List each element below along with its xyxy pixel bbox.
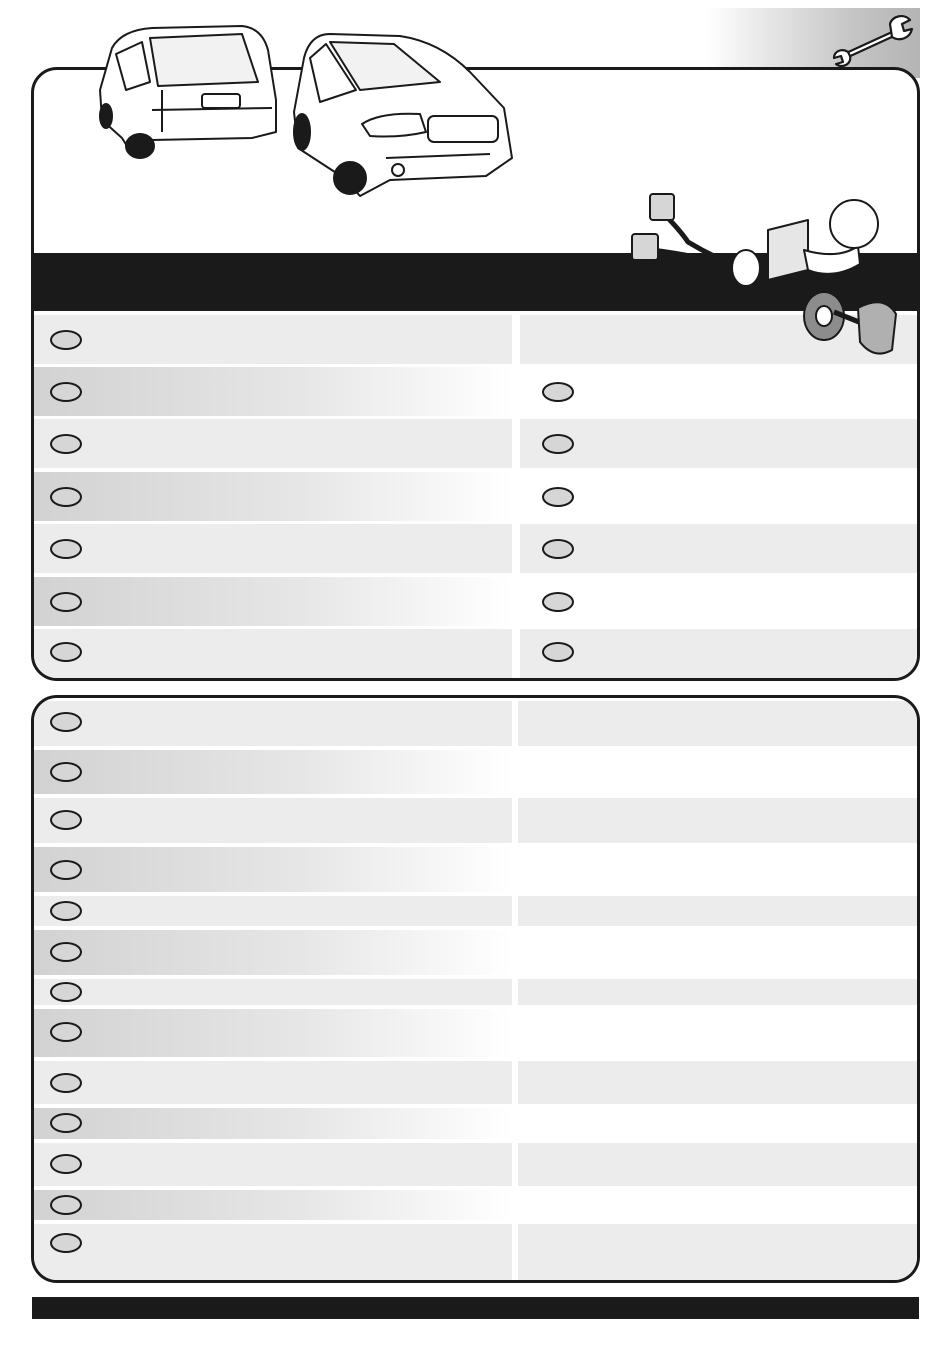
left-cell <box>34 979 512 1005</box>
item-marker <box>542 642 574 662</box>
item-marker <box>50 1073 82 1093</box>
left-cell <box>34 1009 512 1057</box>
left-cell <box>34 472 512 521</box>
left-cell <box>34 847 512 892</box>
left-cell <box>34 930 512 975</box>
table-row <box>34 367 920 416</box>
table-row <box>34 1108 920 1139</box>
item-marker <box>50 762 82 782</box>
table-row <box>34 1009 920 1057</box>
table-row <box>34 1190 920 1220</box>
item-marker <box>50 712 82 732</box>
item-marker <box>50 592 82 612</box>
left-cell <box>34 315 512 364</box>
item-marker <box>50 330 82 350</box>
item-marker <box>50 539 82 559</box>
left-cell <box>34 629 512 681</box>
left-cell <box>34 1108 512 1139</box>
item-marker <box>50 1154 82 1174</box>
left-cell <box>34 750 512 794</box>
right-cell <box>518 979 920 1005</box>
left-cell <box>34 524 512 573</box>
table-row <box>34 750 920 794</box>
table-row <box>34 798 920 843</box>
item-marker <box>542 487 574 507</box>
right-cell <box>518 701 920 746</box>
car-rear-view-illustration <box>92 20 282 160</box>
left-cell <box>34 1190 512 1220</box>
table-row <box>34 930 920 975</box>
towbar-kit-illustration <box>628 190 918 362</box>
left-cell <box>34 1061 512 1104</box>
left-cell <box>34 1224 512 1283</box>
left-cell <box>34 701 512 746</box>
right-cell <box>520 419 920 468</box>
left-cell <box>34 367 512 416</box>
item-marker <box>50 1233 82 1253</box>
item-marker <box>50 860 82 880</box>
item-marker <box>542 434 574 454</box>
wrench-icon <box>830 14 916 66</box>
car-front-view-illustration <box>290 28 520 198</box>
table-row <box>34 896 920 926</box>
table-row <box>34 472 920 521</box>
right-cell <box>520 524 920 573</box>
right-cell <box>520 472 920 521</box>
fitting-info-panel <box>31 695 920 1283</box>
item-marker <box>542 539 574 559</box>
item-marker <box>50 1195 82 1215</box>
item-marker <box>50 642 82 662</box>
left-cell <box>34 798 512 843</box>
table-row <box>34 419 920 468</box>
item-marker <box>50 434 82 454</box>
left-cell <box>34 896 512 926</box>
item-marker <box>50 901 82 921</box>
item-marker <box>542 592 574 612</box>
table-row <box>34 701 920 746</box>
item-marker <box>542 382 574 402</box>
table-row <box>34 577 920 626</box>
table-row <box>34 524 920 573</box>
right-cell <box>518 798 920 843</box>
item-marker <box>50 487 82 507</box>
right-cell <box>520 577 920 626</box>
left-cell <box>34 577 512 626</box>
right-cell <box>518 1061 920 1104</box>
table-row <box>34 979 920 1005</box>
item-marker <box>50 810 82 830</box>
item-marker <box>50 382 82 402</box>
right-cell <box>518 896 920 926</box>
table-row <box>34 629 920 681</box>
item-marker <box>50 1022 82 1042</box>
table-row <box>34 1224 920 1283</box>
item-marker <box>50 1113 82 1133</box>
table-row <box>34 1061 920 1104</box>
right-cell <box>520 367 920 416</box>
right-cell <box>518 1143 920 1186</box>
left-cell <box>34 1143 512 1186</box>
table-row <box>34 1143 920 1186</box>
right-cell <box>518 1224 920 1283</box>
footer-band <box>32 1297 919 1319</box>
right-cell <box>520 629 920 681</box>
left-cell <box>34 419 512 468</box>
item-marker <box>50 982 82 1002</box>
item-marker <box>50 942 82 962</box>
table-row <box>34 847 920 892</box>
